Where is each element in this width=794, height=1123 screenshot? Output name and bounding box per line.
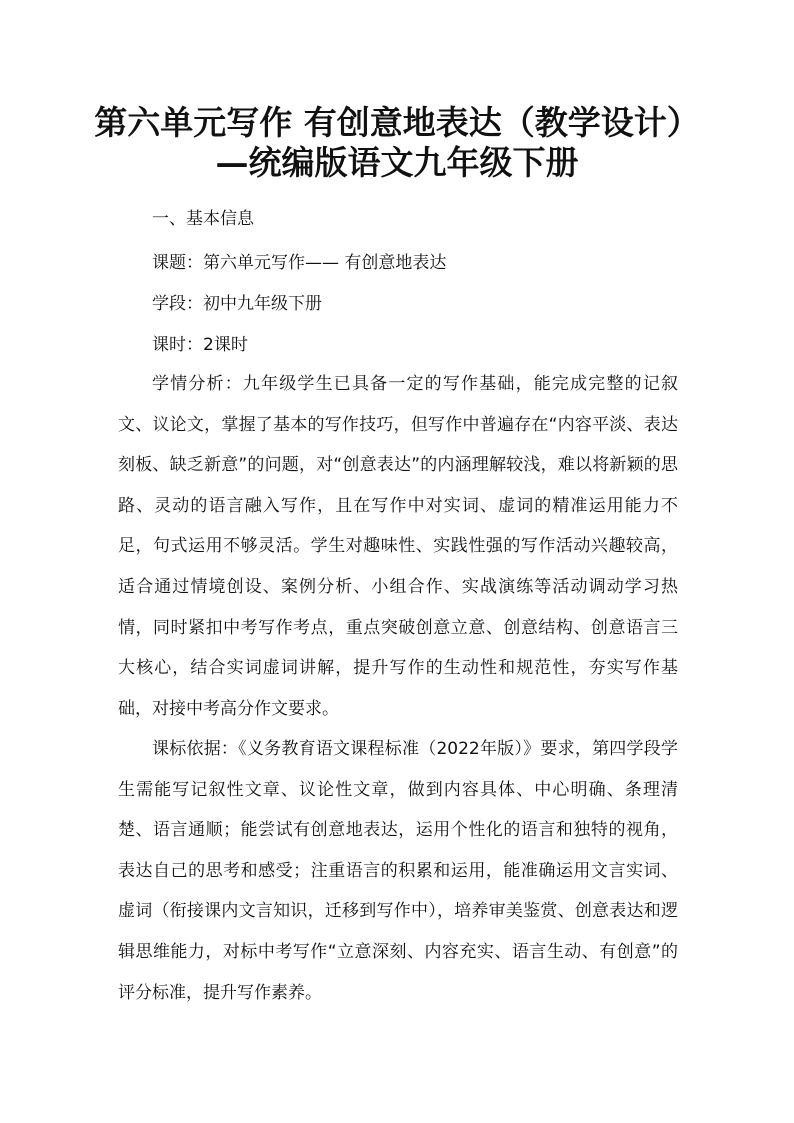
standard-text: 课标依据：《义务教育语文课程标准（2022年版）》要求，第四学段学生需能写记叙性文章、议论性文章，做到内容具体、中心明确、条理清楚、语言通顺；能尝试有创意地表达，运用个性化的语言和独特的视角，表达自己的思考和感受；注重语言的积累和运用，能准确运用文言实词、虚词（衔接课内文言知识，迁移到写作中），培养审美鉴赏、创意表达和逻辑思维能力，对标中考写作“立意深刻、内容充实、语言生动、有创意”的评分标准，提升写作素养。 [118,739,678,1003]
stage-line: 学段：初中九年级下册 [152,294,322,314]
document-title-line2: —统编版语文九年级下册 [215,143,579,182]
standard-paragraph [118,729,678,1013]
section-heading: 一、基本信息 [152,209,254,229]
analysis-text: 学情分析：九年级学生已具备一定的写作基础，能完成完整的记叙文、议论文，掌握了基本的写作技巧，但写作中普遍存在“内容平淡、表达刻板、缺乏新意”的问题，对“创意表达”的内涵理解较浅，难以将新颖的思路、灵动的语言融入写作，且在写作中对实词、虚词的精准运用能力不足，句式运用不够灵活。学生对趣味性、实践性强的写作活动兴趣较高，适合通过情境创设、案例分析、小组合作、实战演练等活动调动学习热情，同时紧扣中考写作考点，重点突破创意立意、创意结构、创意语言三大核心，结合实词虚词讲解，提升写作的生动性和规范性，夯实写作基础，对接中考高分作文要求。 [118,374,678,719]
analysis-paragraph [118,364,678,729]
hours-line: 课时：2课时 [152,335,248,355]
topic-line: 课题：第六单元写作—— 有创意地表达 [152,253,447,273]
document-title-line1: 第六单元写作 有创意地表达（教学设计） [94,103,700,142]
